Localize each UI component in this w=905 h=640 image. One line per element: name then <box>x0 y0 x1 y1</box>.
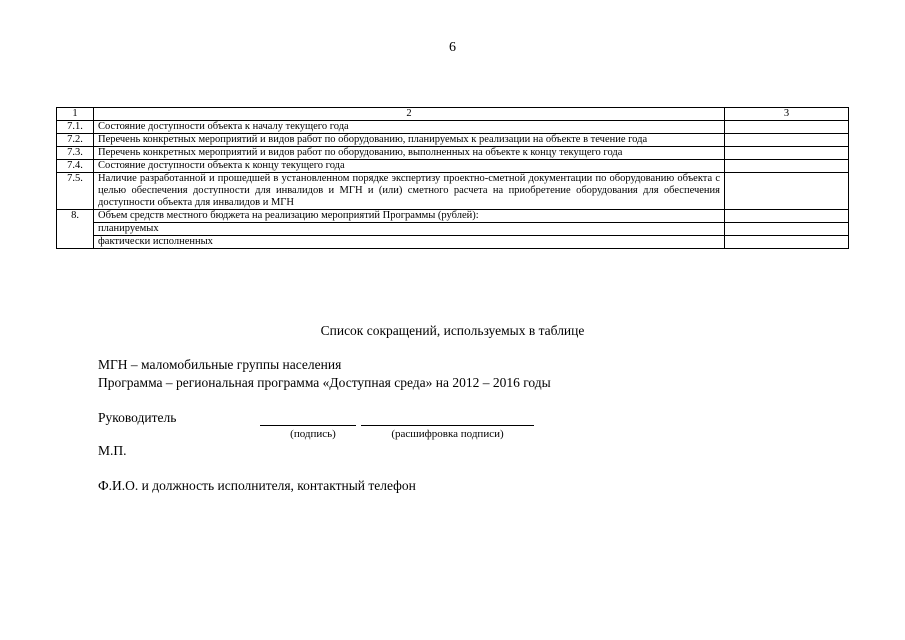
row-text: Состояние доступности объекта к концу текущего года <box>94 160 725 173</box>
header-cell-1: 1 <box>57 108 94 121</box>
table-subrow <box>57 236 849 249</box>
row-number: 7.3. <box>57 147 94 160</box>
row-number: 7.2. <box>57 134 94 147</box>
abbreviations-title: Список сокращений, используемых в таблице <box>320 323 585 338</box>
table-row <box>57 210 849 223</box>
row-number: 7.1. <box>57 121 94 134</box>
row-text: Состояние доступности объекта к началу текущего года <box>94 121 725 134</box>
signature-line <box>260 425 356 426</box>
row-value <box>725 121 849 134</box>
table-row <box>57 134 849 147</box>
header-cell-3: 3 <box>725 108 849 121</box>
row-text: Наличие разработанной и прошедшей в установленном порядке экспертизу проектно-сметной документации по оборудованию объекта с целью обеспечения доступности для инвалидов и МГН и (или) сметного расчета на приобретение оборудования для обеспечения доступности объекта для инвалидов и МГН <box>94 173 725 210</box>
row-value <box>725 147 849 160</box>
row-text: Объем средств местного бюджета на реализацию мероприятий Программы (рублей): <box>94 210 725 223</box>
signature-decoding-line <box>361 425 534 426</box>
row-text: Перечень конкретных мероприятий и видов работ по оборудованию, выполненных на объекте к концу текущего года <box>94 147 725 160</box>
subrow-value <box>725 223 849 236</box>
subrow-text: планируемых <box>94 223 725 236</box>
subrow-value <box>725 236 849 249</box>
table-row <box>57 147 849 160</box>
abbreviation-item: Программа – региональная программа «Доступная среда» на 2012 – 2016 годы <box>98 375 551 390</box>
report-table <box>56 107 849 249</box>
table-subrow <box>57 223 849 236</box>
table-row <box>57 121 849 134</box>
row-number: 7.5. <box>57 173 94 210</box>
executor-line: Ф.И.О. и должность исполнителя, контактный телефон <box>98 478 416 493</box>
signature-caption: (подпись) <box>290 428 336 440</box>
subrow-text: фактически исполненных <box>94 236 725 249</box>
abbreviation-item: МГН – маломобильные группы населения <box>98 357 342 372</box>
row-value <box>725 160 849 173</box>
table-header-row <box>57 108 849 121</box>
table-row <box>57 173 849 210</box>
row-number: 7.4. <box>57 160 94 173</box>
page-number: 6 <box>449 40 456 55</box>
signature-decoding-caption: (расшифровка подписи) <box>391 428 504 440</box>
row-value <box>725 210 849 223</box>
row-text: Перечень конкретных мероприятий и видов работ по оборудованию, планируемых к реализации на объекте в течение года <box>94 134 725 147</box>
header-cell-2: 2 <box>94 108 725 121</box>
row-value <box>725 173 849 210</box>
stamp-label: М.П. <box>98 443 127 458</box>
head-label: Руководитель <box>98 410 177 425</box>
row-value <box>725 134 849 147</box>
row-number: 8. <box>57 210 94 249</box>
table-row <box>57 160 849 173</box>
